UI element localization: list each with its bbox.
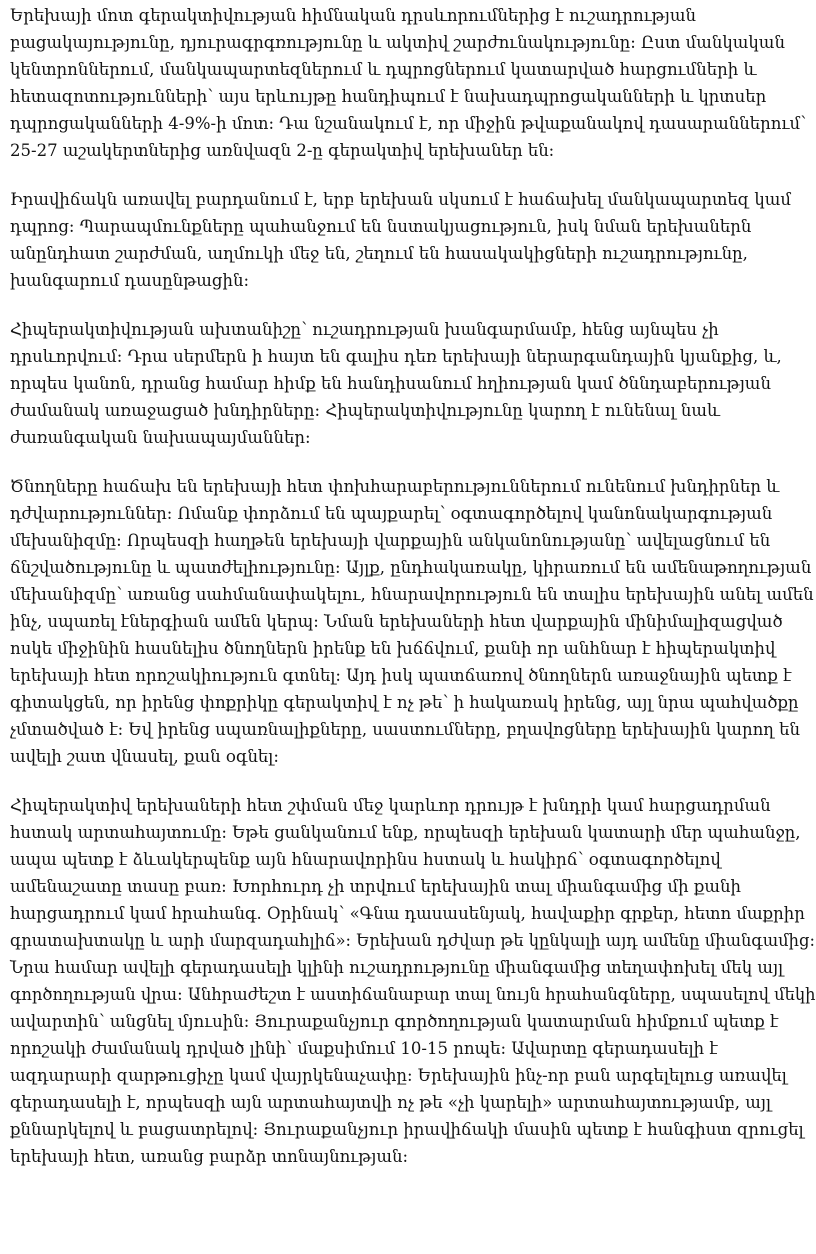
text-line: հետազոտությունների՝ այս երևույթը հանդիպում է նախադպրոցականների և կրտսեր bbox=[10, 87, 767, 106]
text-line: ազդարարի զարթուցիչը կամ վայրկենաչափը: Երեխային ինչ-որ բան արգելելուց առավել bbox=[10, 1066, 787, 1085]
paragraph-4 bbox=[10, 473, 816, 770]
text-line: դպրոց: Պարապմունքները պահանջում են նստակյացություն, իսկ նման երեխաներն bbox=[10, 217, 752, 236]
text-line: ավարտին՝ անցնել մյուսին: Յուրաքանչյուր գործողության կատարման հիմքում պետք է bbox=[10, 1012, 779, 1031]
text-line: Երեխայի մոտ գերակտիվության հիմնական դրսևորումներից է ուշադրության bbox=[10, 6, 696, 25]
text-line: ինչ, սպառել էներգիան ամեն կերպ: Նման երեխաների հետ վարքային մինիմալիզացված bbox=[10, 612, 783, 631]
text-line: Ծնողները հաճախ են երեխայի հետ փոխհարաբերություններում ունենում խնդիրներ և bbox=[10, 477, 780, 496]
text-line: 25-27 աշակերտներից առնվազն 2-ը գերակտիվ երեխաներ են: bbox=[10, 141, 555, 160]
paragraph-2 bbox=[10, 186, 816, 294]
text-line: Իրավիճակն առավել բարդանում է, երբ երեխան սկսում է հաճախել մանկապարտեզ կամ bbox=[10, 190, 791, 209]
text-line: գերադասելի է, որպեսզի այն արտահայտվի ոչ թե «չի կարելի» արտահայտությամբ, այլ bbox=[10, 1093, 771, 1112]
text-line: անընդհատ շարժման, աղմուկի մեջ են, շեղում են հասակակիցների ուշադրությունը, bbox=[10, 244, 748, 263]
text-line: մեխանիզմը՝ առանց սահմանափակելու, հնարավորություն են տալիս երեխային անել ամեն bbox=[10, 585, 814, 604]
paragraph-5 bbox=[10, 792, 816, 1170]
paragraph-3 bbox=[10, 316, 816, 451]
text-line: չմտածված է: Եվ իրենց սպառնալիքները, սաստումները, բղավոցները երեխային կարող են bbox=[10, 720, 800, 739]
text-line: գործողության վրա: Անհրաժեշտ է աստիճանաբար տալ նույն հրահանգները, սպասելով մեկի bbox=[10, 985, 816, 1004]
text-line: ճնշվածությունը և պատժելիությունը: Այլք, ընդհակառակը, կիրառում են ամենաթողության bbox=[10, 558, 812, 577]
text-line: դրսևորվում: Դրա սերմերն ի հայտ են գալիս դեռ երեխայի ներարգանդային կյանքից, և, bbox=[10, 347, 782, 366]
text-line: հարցադրում կամ հրահանգ. Օրինակ՝ «Գնա դասասենյակ, հավաքիր գրքեր, հետո մաքրիր bbox=[10, 904, 805, 923]
text-line: դպրոցականների 4-9%-ի մոտ: Դա նշանակում է, որ միջին թվաքանակով դասարաններում՝ bbox=[10, 114, 807, 133]
text-line: ապա պետք է ձևակերպենք այն հնարավորինս հստակ և հակիրճ՝ օգտագործելով bbox=[10, 850, 721, 869]
text-line: որպես կանոն, դրանց համար հիմք են հանդիսանում հղիության կամ ծննդաբերության bbox=[10, 374, 771, 393]
text-line: բացակայությունը, դյուրագրգռությունը և ակտիվ շարժունակությունը: Ըստ մանկական bbox=[10, 33, 785, 52]
text-line: մեխանիզմը: Որպեսզի հաղթեն երեխայի վարքային անկանոնությանը՝ ավելացնում են bbox=[10, 531, 771, 550]
text-line: խանգարում դասընթացին: bbox=[10, 271, 250, 290]
text-line: ժամանակ առաջացած խնդիրները: Հիպերակտիվությունը կարող է ունենալ նաև bbox=[10, 401, 720, 420]
text-line: ժառանգական նախապայմաններ: bbox=[10, 428, 311, 447]
text-line: գրատախտակը և արի մարզադահլիճ»: Երեխան դժվար թե կընկալի այդ ամենը միանգամից: bbox=[10, 931, 815, 950]
text-line: Հիպերակտիվ երեխաների հետ շփման մեջ կարևոր դրույթ է խնդրի կամ հարցադրման bbox=[10, 796, 771, 815]
text-line: երեխայի հետ, առանց բարձր տոնայնության: bbox=[10, 1147, 409, 1166]
text-line: հստակ արտահայտումը: Եթե ցանկանում ենք, որպեսզի երեխան կատարի մեր պահանջը, bbox=[10, 823, 801, 842]
text-line: քննարկելով և բացատրելով: Յուրաքանչյուր իրավիճակի մասին պետք է հանգիստ զրուցել bbox=[10, 1120, 804, 1139]
text-line: ավելի շատ վնասել, քան օգնել: bbox=[10, 747, 279, 766]
text-line: Հիպերակտիվության ախտանիշը՝ ուշադրության խանգարմամբ, հենց այնպես չի bbox=[10, 320, 719, 339]
text-line: ամենաշատը տասը բառ: Խորհուրդ չի տրվում երեխային տալ միանգամից մի քանի bbox=[10, 877, 741, 896]
text-line: դժվարություններ: Ոմանք փորձում են պայքարել՝ օգտագործելով կանոնակարգության bbox=[10, 504, 773, 523]
text-line: կենտրոններում, մանկապարտեզներում և դպրոցներում կատարված հարցումների և bbox=[10, 60, 757, 79]
text-line: գիտակցեն, որ իրենց փոքրիկը գերակտիվ է ոչ թե՝ ի հակառակ իրենց, այլ նրա պահվածքը bbox=[10, 693, 799, 712]
text-line: երեխայի հետ որոշակիություն գտնել: Այդ իսկ պատճառով ծնողներն առաջնային պետք է bbox=[10, 666, 792, 685]
paragraph-1 bbox=[10, 2, 816, 164]
text-line: Նրա համար ավելի գերադասելի կլինի ուշադրությունը միանգամից տեղափոխել մեկ այլ bbox=[10, 958, 784, 977]
text-line: ոսկե միջինին հասնելիս ծնողներն իրենք են խճճվում, քանի որ անհնար է հիպերակտիվ bbox=[10, 639, 776, 658]
text-line: որոշակի ժամանակ դրված լինի՝ մաքսիմում 10-15 րոպե: Ավարտը գերադասելի է bbox=[10, 1039, 718, 1058]
